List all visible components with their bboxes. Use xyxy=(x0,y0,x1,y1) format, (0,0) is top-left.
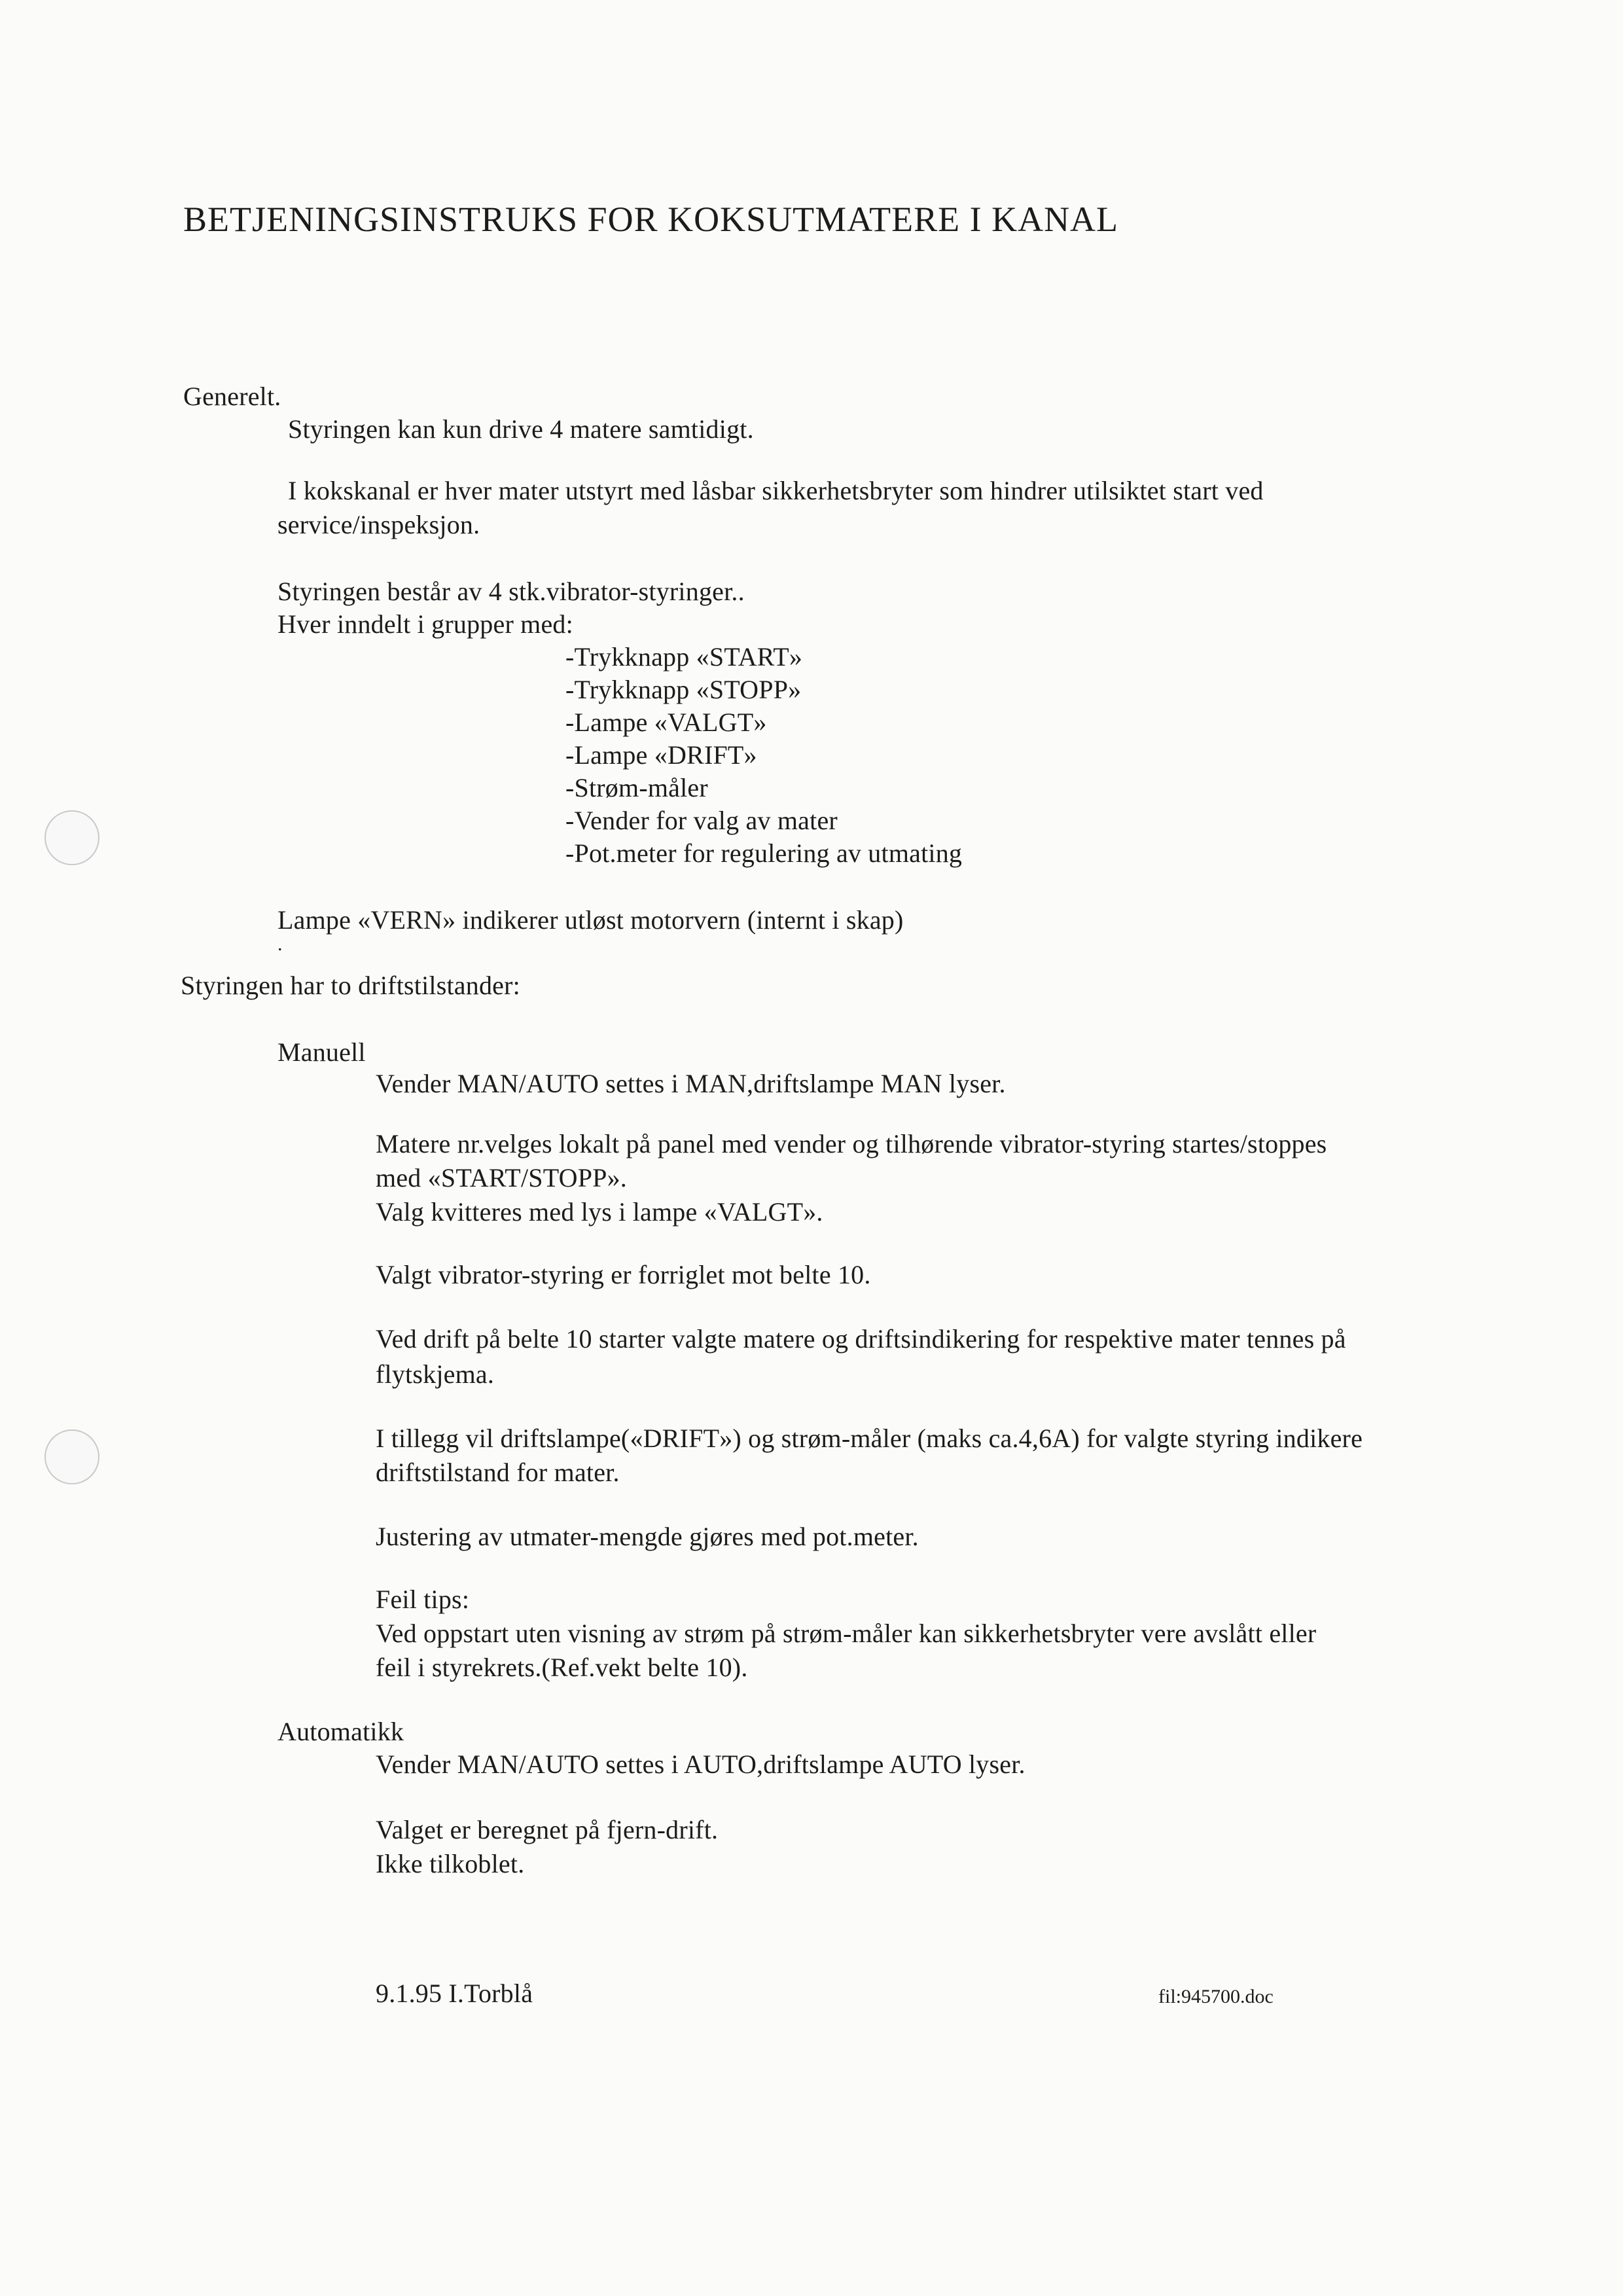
stray-period: . xyxy=(277,933,283,955)
manual-line: Ved drift på belte 10 starter valgte matere og driftsindikering for respektive mater tennes på xyxy=(376,1324,1346,1354)
group-item: -Lampe «VALGT» xyxy=(565,708,767,737)
states-heading: Styringen har to driftstilstander: xyxy=(181,971,520,1000)
general-paragraph-3-line-1: Styringen består av 4 stk.vibrator-styringer.. xyxy=(277,577,745,606)
auto-line: Valget er beregnet på fjern-drift. xyxy=(376,1815,719,1844)
group-item: -Pot.meter for regulering av utmating xyxy=(565,838,963,868)
general-paragraph-2-line-1: I kokskanal er hver mater utstyrt med låsbar sikkerhetsbryter som hindrer utilsiktet start ved xyxy=(288,476,1264,505)
general-paragraph-1: Styringen kan kun drive 4 matere samtidigt. xyxy=(288,414,754,444)
footer-date-author: 9.1.95 I.Torblå xyxy=(376,1979,533,2008)
footer-filename: fil:945700.doc xyxy=(1158,1986,1274,2007)
document-title: BETJENINGSINSTRUKS FOR KOKSUTMATERE I KANAL xyxy=(183,200,1119,239)
auto-line: Ikke tilkoblet. xyxy=(376,1849,525,1878)
manual-line: Justering av utmater-mengde gjøres med pot.meter. xyxy=(376,1522,919,1551)
group-item: -Vender for valg av mater xyxy=(565,806,838,835)
manual-line: Vender MAN/AUTO settes i MAN,driftslampe MAN lyser. xyxy=(376,1069,1006,1098)
general-paragraph-3-line-2: Hver inndelt i grupper med: xyxy=(277,609,573,639)
group-item: -Trykknapp «STOPP» xyxy=(565,675,802,704)
manual-line: med «START/STOPP». xyxy=(376,1163,627,1193)
manual-line: flytskjema. xyxy=(376,1359,495,1389)
manual-line: Valgt vibrator-styring er forriglet mot belte 10. xyxy=(376,1260,871,1289)
manual-line: Feil tips: xyxy=(376,1585,470,1614)
punch-hole-top xyxy=(45,810,99,865)
manual-line: Ved oppstart uten visning av strøm på strøm-måler kan sikkerhetsbryter vere avslått eller xyxy=(376,1619,1317,1648)
manual-line: feil i styrekrets.(Ref.vekt belte 10). xyxy=(376,1653,748,1682)
general-paragraph-2-line-2: service/inspeksjon. xyxy=(277,510,480,539)
punch-hole-bottom xyxy=(45,1429,99,1484)
general-heading: Generelt. xyxy=(183,382,281,411)
manual-heading: Manuell xyxy=(277,1037,366,1067)
group-item: -Lampe «DRIFT» xyxy=(565,740,757,770)
auto-line: Vender MAN/AUTO settes i AUTO,driftslampe AUTO lyser. xyxy=(376,1749,1026,1779)
manual-line: Valg kvitteres med lys i lampe «VALGT». xyxy=(376,1197,823,1227)
auto-heading: Automatikk xyxy=(277,1717,404,1746)
manual-line: driftstilstand for mater. xyxy=(376,1458,620,1487)
group-item: -Trykknapp «START» xyxy=(565,642,803,672)
group-item: -Strøm-måler xyxy=(565,773,708,802)
manual-line: Matere nr.velges lokalt på panel med vender og tilhørende vibrator-styring startes/stoppes xyxy=(376,1129,1327,1158)
manual-line: I tillegg vil driftslampe(«DRIFT») og strøm-måler (maks ca.4,6A) for valgte styring indikere xyxy=(376,1424,1363,1453)
vern-line: Lampe «VERN» indikerer utløst motorvern (internt i skap) xyxy=(277,905,904,935)
